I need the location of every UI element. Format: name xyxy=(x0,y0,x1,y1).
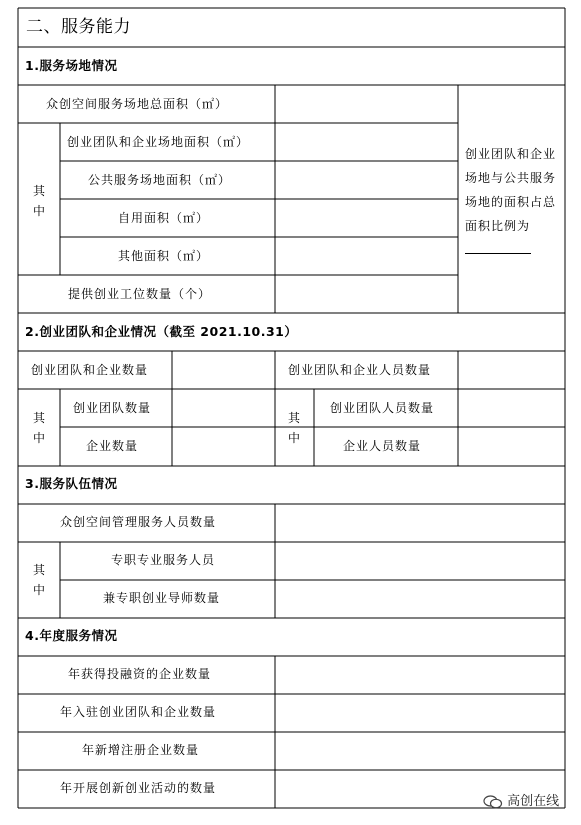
startup-team-staff-label: 创业团队人员数量 xyxy=(330,401,435,415)
area-ratio-text: 创业团队和企业场地与公共服务场地的面积占总面积比例为 xyxy=(465,147,557,233)
teams-of-which-right: 其中 xyxy=(287,411,300,445)
total-area-label: 众创空间服务场地总面积（㎡） xyxy=(46,97,229,111)
team-staff-count-label: 创业团队和企业人员数量 xyxy=(288,363,432,377)
staff-heading: 3.服务队伍情况 xyxy=(25,476,118,491)
new-registrations-label: 年新增注册企业数量 xyxy=(82,743,200,757)
activities-count-label: 年开展创新创业活动的数量 xyxy=(60,781,217,795)
teams-of-which-left: 其中 xyxy=(32,411,45,445)
area-ratio-blank[interactable] xyxy=(465,243,531,254)
venue-heading: 1.服务场地情况 xyxy=(25,58,118,73)
financed-enterprises-label: 年获得投融资的企业数量 xyxy=(68,667,212,681)
enterprise-staff-label: 企业人员数量 xyxy=(343,439,422,453)
other-area-label: 其他面积（㎡） xyxy=(118,249,210,263)
staff-of-which-label: 其中 xyxy=(32,563,45,597)
enterprise-count-label: 企业数量 xyxy=(86,439,139,453)
workstations-label: 提供创业工位数量（个） xyxy=(68,287,212,301)
fulltime-staff-label: 专职专业服务人员 xyxy=(111,553,216,567)
of-which-label: 其中 xyxy=(32,184,45,218)
wechat-icon xyxy=(483,795,503,809)
annual-heading: 4.年度服务情况 xyxy=(25,628,118,643)
watermark xyxy=(483,790,559,809)
startup-team-count-label: 创业团队数量 xyxy=(73,401,152,415)
new-entrants-label: 年入驻创业团队和企业数量 xyxy=(60,705,217,719)
watermark-text: 高创在线 xyxy=(507,794,560,809)
mentor-count-label: 兼专职创业导师数量 xyxy=(103,591,221,605)
public-area-label: 公共服务场地面积（㎡） xyxy=(88,173,232,187)
management-staff-label: 众创空间管理服务人员数量 xyxy=(60,515,217,529)
self-use-area-label: 自用面积（㎡） xyxy=(118,211,210,225)
area-ratio-note xyxy=(465,142,557,262)
teams-heading: 2.创业团队和企业情况（截至 2021.10.31） xyxy=(25,324,298,339)
team-area-label: 创业团队和企业场地面积（㎡） xyxy=(67,135,250,149)
team-count-label: 创业团队和企业数量 xyxy=(31,363,149,377)
section-title: 二、服务能力 xyxy=(26,17,131,37)
